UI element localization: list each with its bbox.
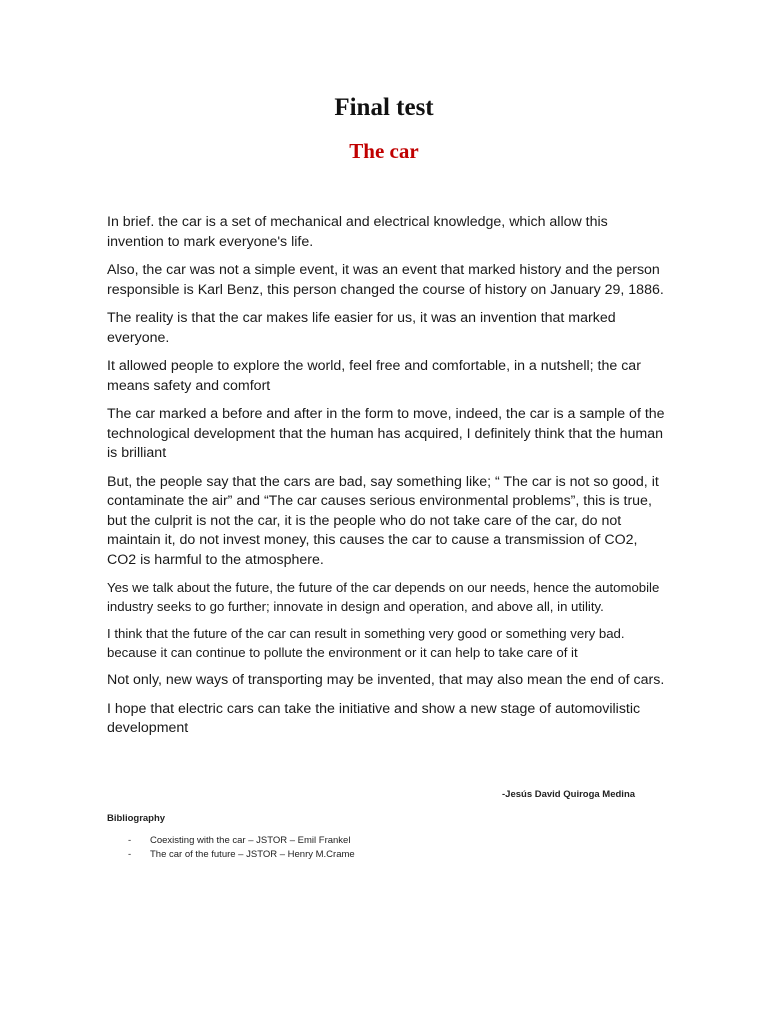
paragraph-before-after: The car marked a before and after in the form to move, indeed, the car is a sample of the technological development that the human has acquired, I definitely think that the human is brilliant [107,406,665,461]
paragraph-reality: The reality is that the car makes life easier for us, it was an invention that marked everyone. [107,310,616,346]
bibliography-item-text: Coexisting with the car – JSTOR – Emil Frankel [150,835,351,846]
bibliography-list [128,834,355,862]
author-signature: -Jesús David Quiroga Medina [502,789,636,800]
document-title: Final test [334,94,434,121]
paragraph-karl-benz: Also, the car was not a simple event, it was an event that marked history and the person responsible is Karl Benz, this person changed the course of history on January 29, 1886. [107,262,664,298]
bibliography-item [128,848,355,862]
paragraph-future: Yes we talk about the future, the future of the car depends on our needs, hence the automobile industry seeks to go further; innovate in design and operation, and above all, in utility. [107,580,660,614]
essay-body [107,213,667,748]
paragraph-intro: In brief. the car is a set of mechanical and electrical knowledge, which allow this invention to mark everyone's life. [107,214,608,250]
document-subtitle: The car [349,139,419,163]
paragraph-electric-cars: I hope that electric cars can take the initiative and show a new stage of automovilistic development [107,700,641,736]
bibliography-heading: Bibliography [107,813,166,824]
bibliography-bullet: - [128,835,132,846]
paragraph-explore: It allowed people to explore the world, feel free and comfortable, in a nutshell; the car means safety and comfort [107,358,641,394]
paragraph-good-or-bad: I think that the future of the car can result in something very good or something very bad. because it can continue to pollute the environment or it can help to take care of it [107,626,625,660]
paragraph-cars-are-bad: But, the people say that the cars are bad, say something like; “ The car is not so good, it contaminate the air” and “The car causes serious environmental problems”, this is true, but the culprit is not the car, it is the people who do not take care of the car, do not maintain it, do not invest money, this causes the car to cause a transmission of CO2, CO2 is harmful to the atmosphere. [107,473,659,568]
bibliography-item [128,834,355,848]
paragraph-new-ways: Not only, new ways of transporting may be invented, that may also mean the end of cars. [107,672,665,688]
bibliography-item-text: The car of the future – JSTOR – Henry M.Crame [150,849,355,860]
bibliography-bullet: - [128,849,132,860]
